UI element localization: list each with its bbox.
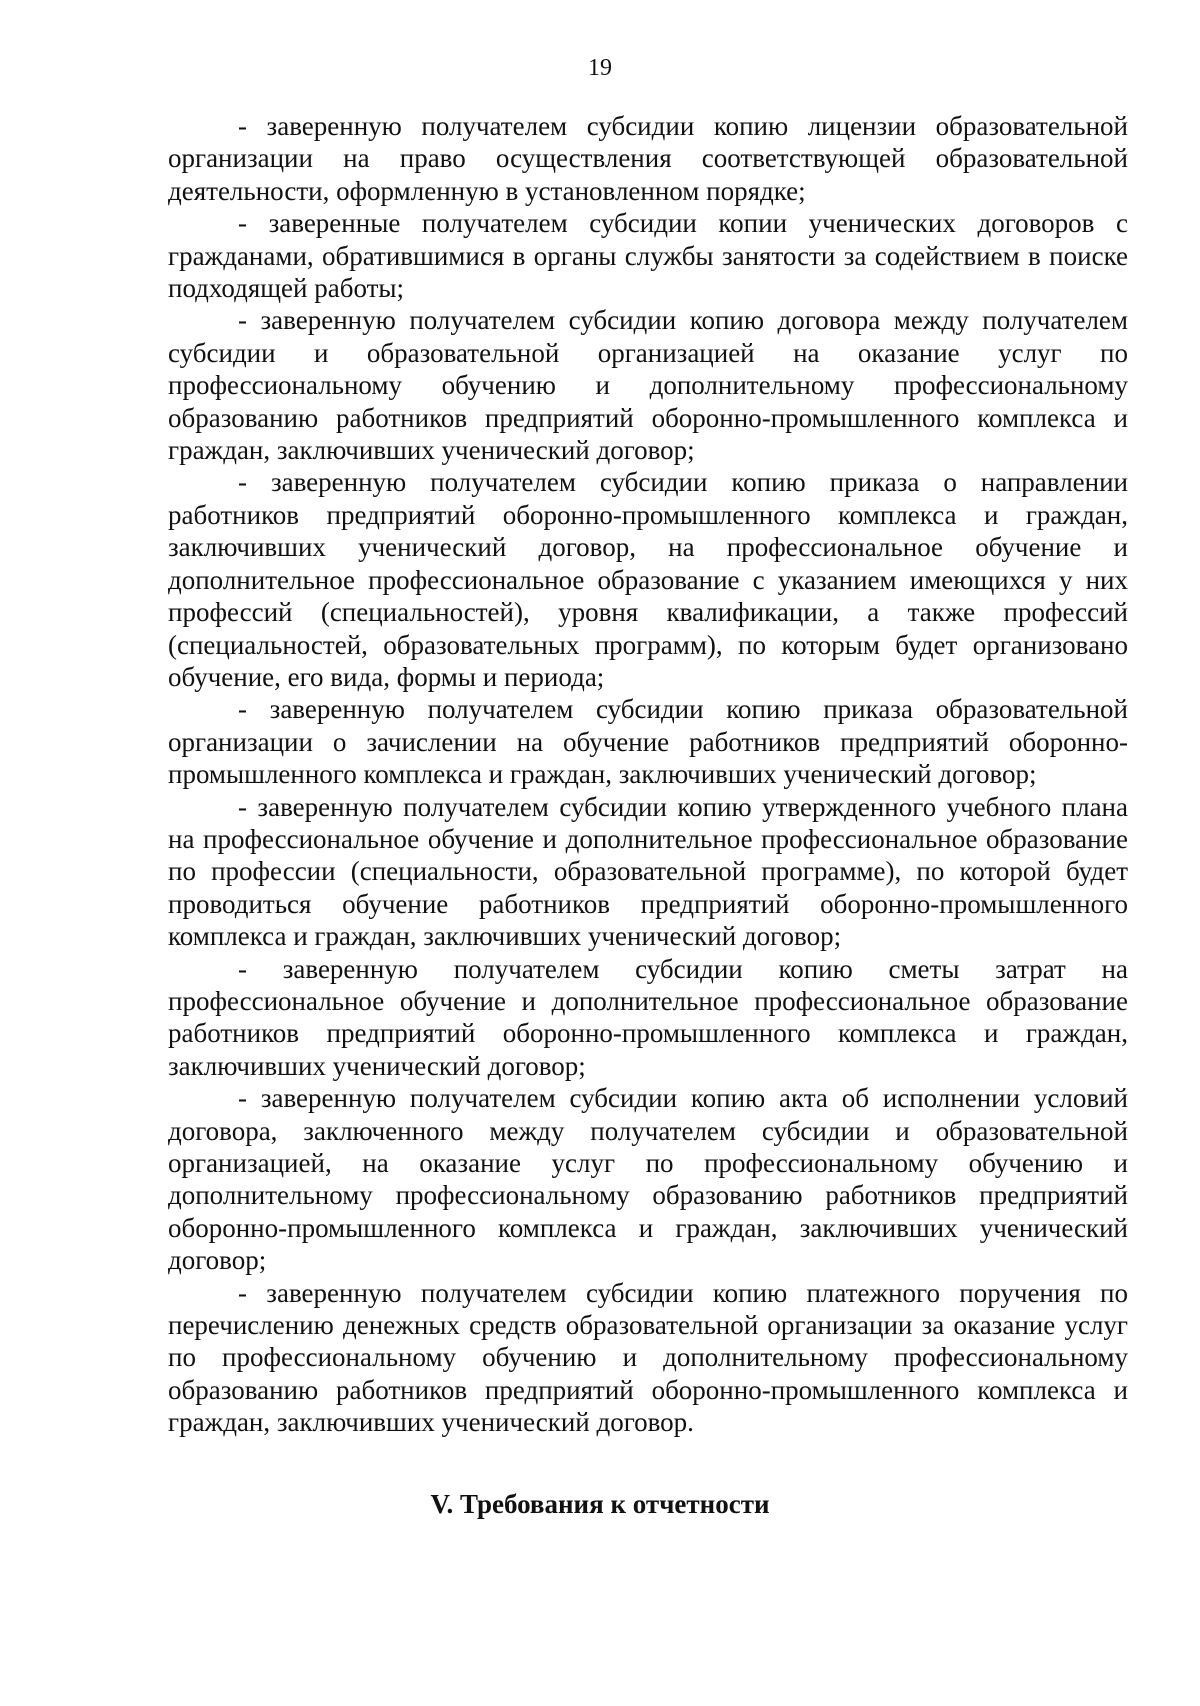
- list-item-enrollment-order: - заверенную получателем субсидии копию приказа образовательной организации о зачислении на обучение работников предприятий оборонно-промышленного комплекса и граждан, заключивших ученический договор;: [168, 694, 1128, 790]
- list-item-license-copy: - заверенную получателем субсидии копию лицензии образовательной организации на право осуществления соответствующей образовательной деятельности, оформленную в установленном порядке;: [168, 111, 1128, 206]
- list-item-student-contracts: - заверенные получателем субсидии копии ученических договоров с гражданами, обратившимися в органы службы занятости за содействием в поиске подходящей работы;: [168, 208, 1128, 304]
- section-heading: V. Требования к отчетности: [430, 1489, 770, 1519]
- list-item-payment-order: - заверенную получателем субсидии копию платежного поручения по перечислению денежных средств образовательной организации за оказание услуг по профессиональному обучению и дополнительному профессиональному образованию работников предприятий оборонно-промышленного комплекса и граждан, заключивших ученический договор.: [168, 1277, 1128, 1438]
- list-item-completion-act: - заверенную получателем субсидии копию акта об исполнении условий договора, заключенного между получателем субсидии и образовательной организацией, на оказание услуг по профессиональному обучению и дополнительному профессиональному образованию работников предприятий оборонно-промышленного комплекса и граждан, заключивших ученический договор;: [168, 1083, 1128, 1276]
- list-item-order-on-assignment: - заверенную получателем субсидии копию приказа о направлении работников предприятий оборонно-промышленного комплекса и граждан, заключивших ученический договор, на профессиональное обучение и дополнительное профессиональное образование с указанием имеющихся у них профессий (специальностей), уровня квалификации, а также профессий (специальностей, образовательных программ), по которым будет организовано обучение, его вида, формы и периода;: [168, 467, 1128, 692]
- list-item-curriculum: - заверенную получателем субсидии копию утвержденного учебного плана на профессиональное обучение и дополнительное профессиональное образование по профессии (специальности, образовательной программе), по которой будет проводиться обучение работников предприятий оборонно-промышленного комплекса и граждан, заключивших ученический договор;: [168, 791, 1128, 952]
- list-item-cost-estimate: - заверенную получателем субсидии копию сметы затрат на профессиональное обучение и дополнительное профессиональное образование работников предприятий оборонно-промышленного комплекса и граждан, заключивших ученический договор;: [168, 953, 1128, 1081]
- document-body: [168, 110, 1128, 1439]
- page-number: 19: [588, 55, 612, 81]
- list-item-contract-with-organization: - заверенную получателем субсидии копию договора между получателем субсидии и образовательной организацией на оказание услуг по профессиональному обучению и дополнительному профессиональному образованию работников предприятий оборонно-промышленного комплекса и граждан, заключивших ученический договор;: [168, 305, 1128, 466]
